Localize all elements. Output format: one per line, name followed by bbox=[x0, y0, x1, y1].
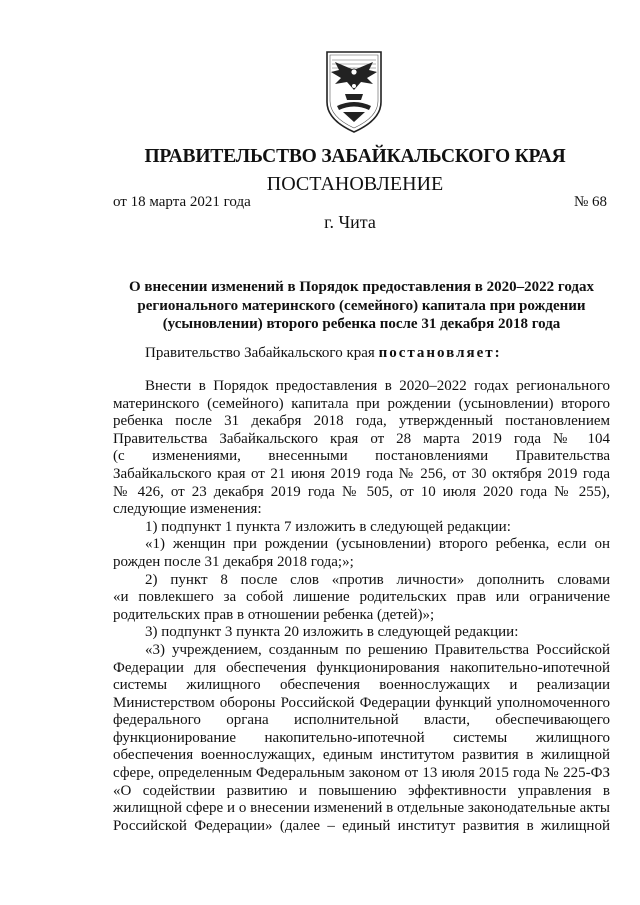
body-line: следующие изменения: bbox=[113, 501, 262, 518]
body-line: 2) пункт 8 после слов «против личности» дополнить словами bbox=[145, 571, 610, 588]
body-line: «и повлекшего за собой лишение родительских прав или ограничение bbox=[113, 589, 610, 606]
preamble-text: Правительство Забайкальского края bbox=[145, 345, 379, 361]
body-line: «О содействии развитию и повышению эффективности управления в bbox=[113, 782, 610, 799]
document-date: от 18 марта 2021 года bbox=[113, 194, 251, 210]
heading-line: (усыновлении) второго ребенка после 31 декабря 2018 года bbox=[162, 316, 561, 332]
document-heading bbox=[113, 278, 610, 334]
body-line: Правительства Забайкальского края от 28 марта 2019 года № 104 bbox=[113, 430, 610, 447]
body-line: рожден после 31 декабря 2018 года;»; bbox=[113, 553, 354, 570]
body-line: обеспечения военнослужащих, единым институтом развития в жилищной bbox=[113, 747, 610, 764]
document-body bbox=[113, 378, 610, 835]
body-line: Федерации для обеспечения функционирования накопительно-ипотечной bbox=[113, 659, 610, 676]
body-line: 1) подпункт 1 пункта 7 изложить в следующей редакции: bbox=[145, 518, 511, 535]
body-line: федерального органа исполнительной власти, обеспечивающего bbox=[113, 712, 610, 729]
coat-of-arms-emblem bbox=[323, 50, 385, 134]
body-line: материнского (семейного) капитала при рождении (усыновлении) второго bbox=[113, 395, 610, 412]
body-line: Российской Федерации» (далее – единый институт развития в жилищной bbox=[113, 817, 610, 834]
body-line: «3) учреждением, созданным по решению Правительства Российской bbox=[145, 641, 610, 658]
body-line: системы жилищного обеспечения военнослужащих и реализации bbox=[113, 677, 610, 694]
body-line: «1) женщин при рождении (усыновлении) второго ребенка, если он bbox=[145, 536, 610, 553]
heading-line: регионального материнского (семейного) капитала при рождении bbox=[137, 297, 586, 314]
body-line: 3) подпункт 3 пункта 20 изложить в следующей редакции: bbox=[145, 624, 519, 641]
body-line: родительских прав в отношении ребенка (детей)»; bbox=[113, 606, 435, 623]
preamble-verb: постановляет: bbox=[378, 345, 502, 361]
body-line: Забайкальского края от 21 июня 2019 года № 256, от 30 октября 2019 года bbox=[113, 465, 610, 482]
body-line: Министерством обороны Российской Федерации функций уполномоченного bbox=[113, 694, 610, 711]
body-line: (с изменениями, внесенными постановлениями Правительства bbox=[113, 448, 610, 465]
document-city: г. Чита bbox=[324, 212, 376, 232]
heading-line: О внесении изменений в Порядок предоставления в 2020–2022 годах bbox=[128, 279, 594, 295]
document-type: ПОСТАНОВЛЕНИЕ bbox=[266, 173, 444, 195]
body-line: функционирование накопительно-ипотечной системы жилищного bbox=[113, 729, 610, 746]
organization-title: ПРАВИТЕЛЬСТВО ЗАБАЙКАЛЬСКОГО КРАЯ bbox=[144, 146, 566, 167]
document-number: № 68 bbox=[573, 194, 607, 210]
body-line: Внести в Порядок предоставления в 2020–2022 годах регионального bbox=[145, 378, 610, 394]
preamble bbox=[145, 345, 502, 362]
body-line: сфере, определенным Федеральным законом от 13 июля 2015 года № 225-ФЗ bbox=[113, 765, 610, 782]
body-line: № 426, от 23 декабря 2019 года № 505, от 10 июля 2020 года № 255), bbox=[113, 483, 610, 500]
body-line: жилищной сфере и о внесении изменений в отдельные законодательные акты bbox=[113, 800, 610, 817]
body-line: ребенка после 31 декабря 2018 года, утвержденный постановлением bbox=[113, 413, 610, 430]
